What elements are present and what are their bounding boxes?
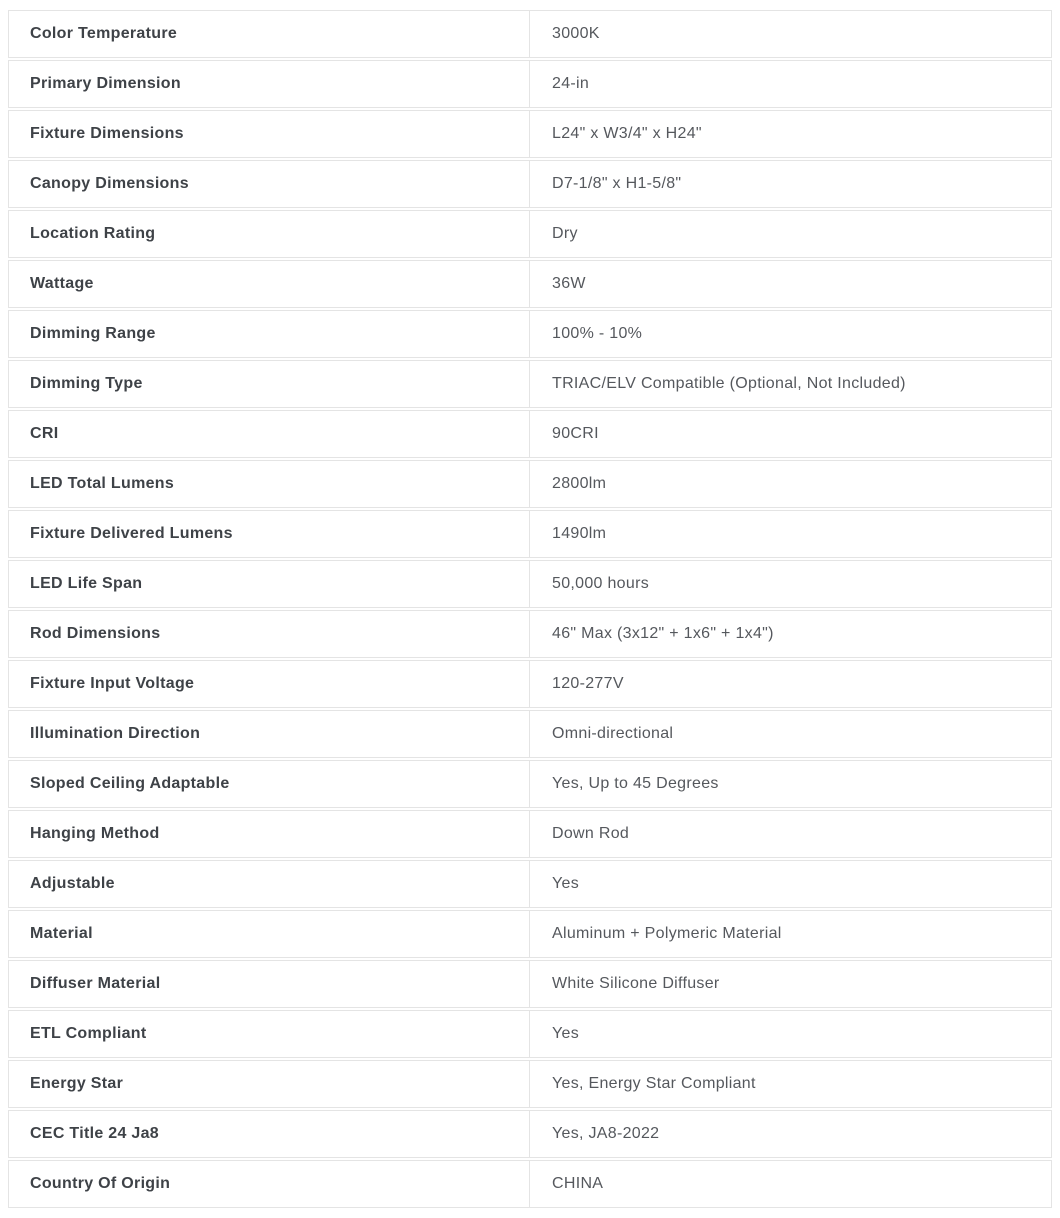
spec-label: Energy Star [9,1061,530,1107]
spec-value: 24-in [552,75,590,92]
spec-label: Diffuser Material [9,961,530,1007]
spec-value: 120-277V [552,675,624,692]
spec-row [8,60,1052,108]
spec-value: Yes, JA8-2022 [552,1125,660,1142]
spec-label: LED Total Lumens [9,461,530,507]
spec-label: Canopy Dimensions [9,161,530,207]
spec-label: Color Temperature [9,11,530,57]
spec-row [8,960,1052,1008]
spec-label: Dimming Range [9,311,530,357]
spec-row [8,1010,1052,1058]
spec-label: Location Rating [9,211,530,257]
spec-label: Material [9,911,530,957]
spec-label: Fixture Input Voltage [9,661,530,707]
spec-value: 46" Max (3x12" + 1x6" + 1x4") [552,625,774,642]
spec-label: Adjustable [9,861,530,907]
spec-row [8,860,1052,908]
spec-value: 2800lm [552,475,607,492]
spec-row [8,610,1052,658]
spec-label: CEC Title 24 Ja8 [9,1111,530,1157]
spec-label: Rod Dimensions [9,611,530,657]
spec-value: Omni-directional [552,725,674,742]
spec-label: Fixture Delivered Lumens [9,511,530,557]
spec-row [8,510,1052,558]
spec-label: ETL Compliant [9,1011,530,1057]
spec-label: Illumination Direction [9,711,530,757]
spec-row [8,1110,1052,1158]
spec-value: Yes, Up to 45 Degrees [552,775,719,792]
spec-value: 36W [552,275,586,292]
spec-value: Down Rod [552,825,630,842]
spec-value: 3000K [552,25,600,42]
spec-value: 50,000 hours [552,575,650,592]
spec-row [8,360,1052,408]
spec-value: L24" x W3/4" x H24" [552,125,702,142]
spec-value: D7-1/8" x H1-5/8" [552,175,682,192]
spec-row [8,310,1052,358]
spec-row [8,760,1052,808]
spec-label: Fixture Dimensions [9,111,530,157]
spec-label: Dimming Type [9,361,530,407]
spec-row [8,460,1052,508]
spec-value: Dry [552,225,578,242]
spec-label: Country Of Origin [9,1161,530,1207]
spec-row [8,10,1052,58]
spec-row [8,810,1052,858]
spec-label: CRI [9,411,530,457]
spec-row [8,110,1052,158]
spec-value: Yes, Energy Star Compliant [552,1075,756,1092]
spec-value: TRIAC/ELV Compatible (Optional, Not Included) [552,375,906,392]
spec-label: Wattage [9,261,530,307]
spec-value: 1490lm [552,525,607,542]
spec-label: Primary Dimension [9,61,530,107]
spec-value: Yes [552,1025,580,1042]
spec-row [8,160,1052,208]
spec-row [8,1060,1052,1108]
spec-value: CHINA [552,1175,604,1192]
spec-row [8,260,1052,308]
spec-value: Aluminum + Polymeric Material [552,925,782,942]
spec-row [8,560,1052,608]
spec-label: Sloped Ceiling Adaptable [9,761,530,807]
spec-row [8,1160,1052,1208]
spec-value: 90CRI [552,425,599,442]
spec-row [8,410,1052,458]
spec-value: Yes [552,875,580,892]
spec-row [8,660,1052,708]
spec-row [8,210,1052,258]
spec-value: White Silicone Diffuser [552,975,720,992]
spec-value: 100% - 10% [552,325,643,342]
spec-row [8,710,1052,758]
spec-label: LED Life Span [9,561,530,607]
spec-row [8,910,1052,958]
spec-label: Hanging Method [9,811,530,857]
